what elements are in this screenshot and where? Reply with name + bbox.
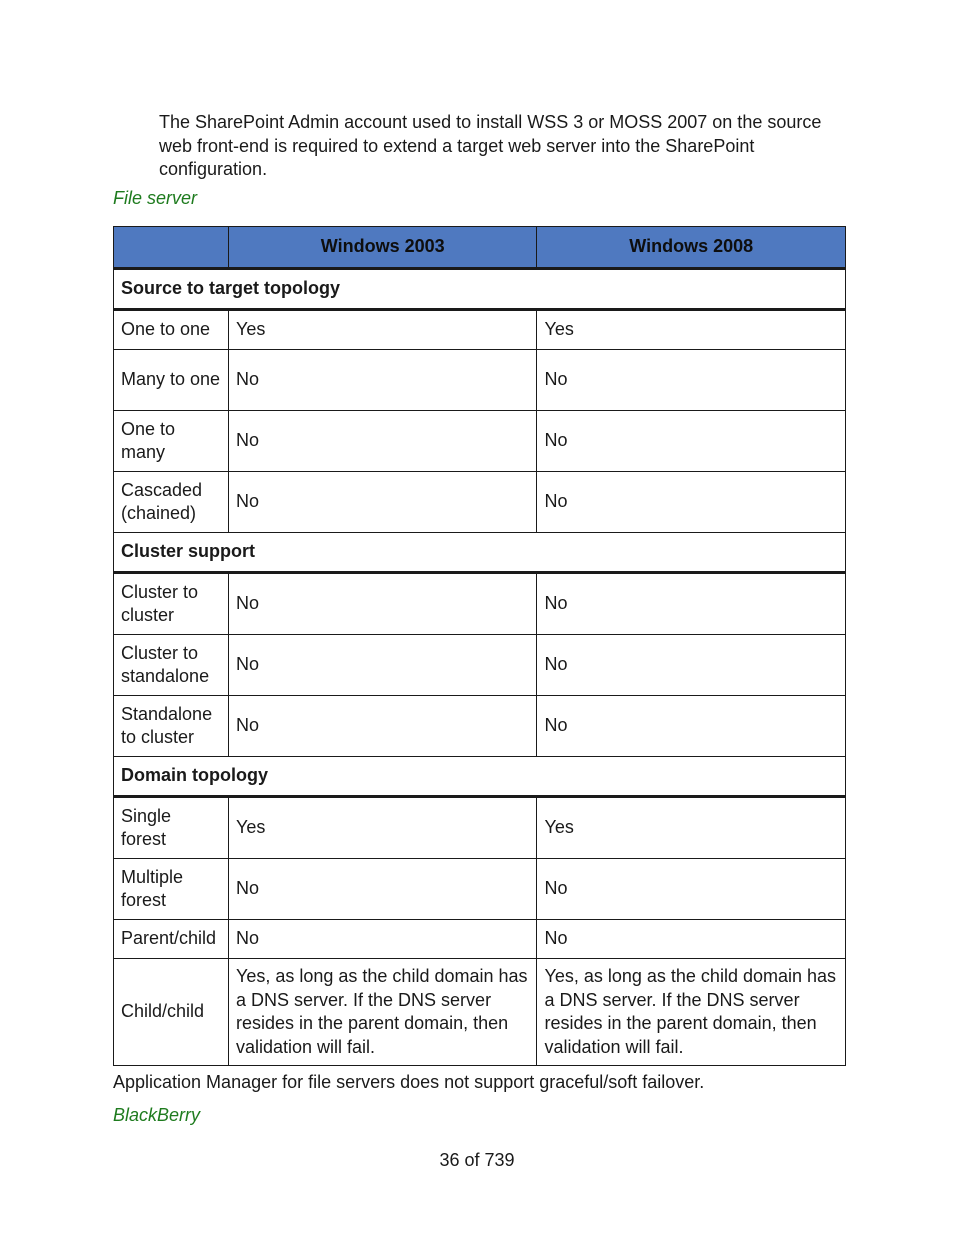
group-row-domain [114, 757, 846, 797]
table-row [114, 411, 846, 472]
section-heading-blackberry: BlackBerry [113, 1105, 201, 1125]
table-header-row [114, 227, 846, 269]
table-row [114, 920, 846, 959]
row-label: Many to one [114, 350, 229, 411]
cell-windows-2008: No [537, 472, 846, 533]
cell-windows-2008: No [537, 696, 846, 757]
row-label: Multiple forest [114, 859, 229, 920]
row-label: Single forest [114, 797, 229, 859]
table-row [114, 859, 846, 920]
group-label: Domain topology [114, 757, 846, 797]
cell-windows-2008: No [537, 859, 846, 920]
footer-note: Application Manager for file servers does not support graceful/soft failover. [113, 1072, 705, 1092]
header-windows-2008: Windows 2008 [537, 227, 846, 269]
row-label: Child/child [114, 959, 229, 1066]
cell-windows-2003: No [228, 350, 537, 411]
cell-windows-2008: No [537, 350, 846, 411]
cell-windows-2003: No [228, 411, 537, 472]
section-heading-file-server: File server [113, 188, 198, 208]
group-row-cluster [114, 533, 846, 573]
cell-windows-2003: No [228, 635, 537, 696]
table-row [114, 350, 846, 411]
cell-windows-2003: No [228, 920, 537, 959]
cell-windows-2003: No [228, 472, 537, 533]
table-row [114, 797, 846, 859]
row-label: Cluster to standalone [114, 635, 229, 696]
intro-paragraph: The SharePoint Admin account used to install WSS 3 or MOSS 2007 on the source web front-end is required to extend a target web server into the SharePoint configuration. [159, 112, 822, 179]
cell-windows-2008: Yes, as long as the child domain has a DNS server. If the DNS server resides in the parent domain, then validation will fail. [537, 959, 846, 1066]
cell-windows-2003: No [228, 696, 537, 757]
cell-windows-2003: No [228, 859, 537, 920]
cell-windows-2008: Yes [537, 310, 846, 350]
row-label: Standalone to cluster [114, 696, 229, 757]
cell-windows-2008: No [537, 635, 846, 696]
cell-windows-2008: No [537, 920, 846, 959]
group-label: Cluster support [114, 533, 846, 573]
cell-windows-2003: Yes [228, 797, 537, 859]
cell-windows-2003: Yes, as long as the child domain has a DNS server. If the DNS server resides in the parent domain, then validation will fail. [228, 959, 537, 1066]
cell-windows-2008: No [537, 573, 846, 635]
row-label: Cascaded (chained) [114, 472, 229, 533]
header-empty [114, 227, 229, 269]
row-label: Cluster to cluster [114, 573, 229, 635]
row-label: One to many [114, 411, 229, 472]
table-row [114, 959, 846, 1066]
group-label: Source to target topology [114, 269, 846, 310]
table-row [114, 635, 846, 696]
table-row [114, 472, 846, 533]
row-label: Parent/child [114, 920, 229, 959]
group-row-topology [114, 269, 846, 310]
table-row [114, 573, 846, 635]
cell-windows-2008: No [537, 411, 846, 472]
compatibility-table [113, 226, 846, 1066]
table-row [114, 310, 846, 350]
header-windows-2003: Windows 2003 [228, 227, 537, 269]
page-number: 36 of 739 [439, 1150, 515, 1170]
row-label: One to one [114, 310, 229, 350]
table-row [114, 696, 846, 757]
cell-windows-2003: Yes [228, 310, 537, 350]
cell-windows-2003: No [228, 573, 537, 635]
cell-windows-2008: Yes [537, 797, 846, 859]
